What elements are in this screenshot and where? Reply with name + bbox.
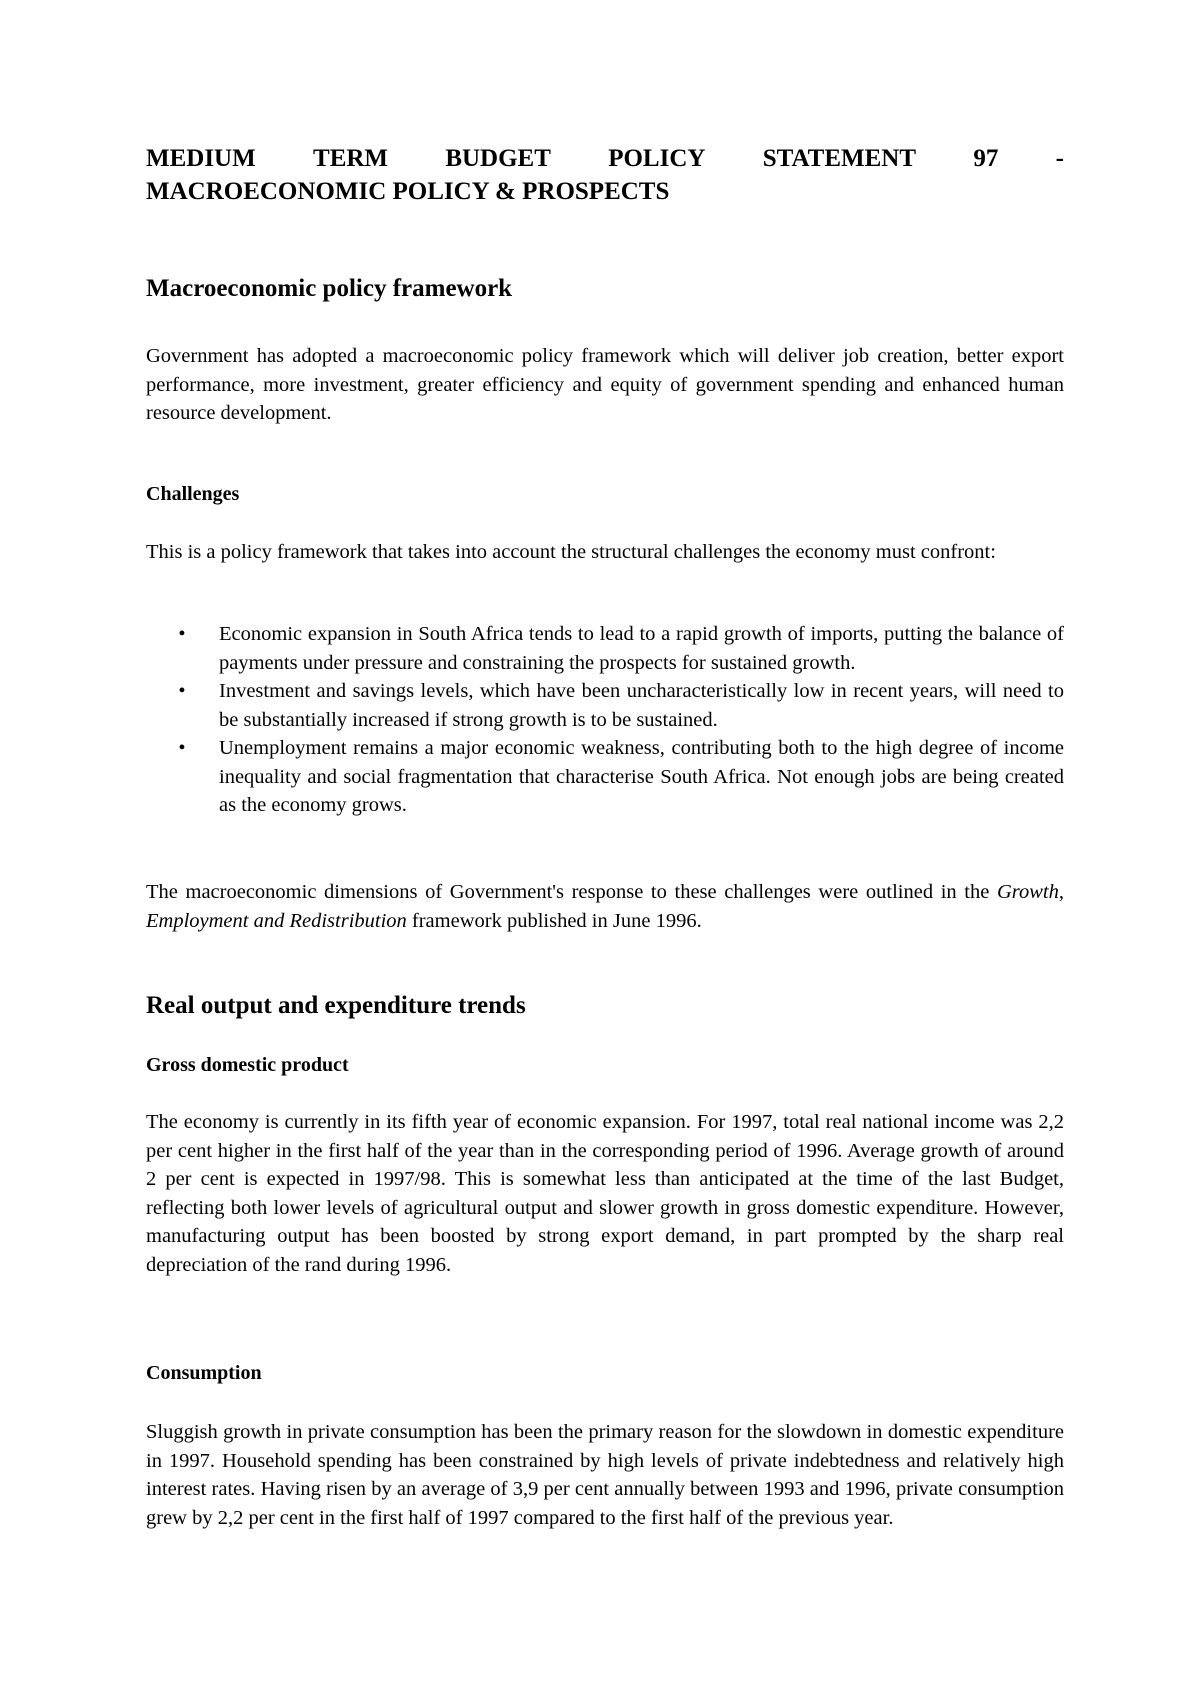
heading-policy-framework: Macroeconomic policy framework xyxy=(146,275,513,302)
challenges-bullet-list xyxy=(146,620,1064,820)
heading-real-output: Real output and expenditure trends xyxy=(146,992,526,1019)
response-text-start: The macroeconomic dimensions of Government's response to these challenges were outlined in the xyxy=(146,881,997,903)
bullet-marker: • xyxy=(178,737,186,759)
title-word: - xyxy=(1055,145,1064,172)
paragraph-policy-framework: Government has adopted a macroeconomic policy framework which will deliver job creation, better export performance, more investment, greater efficiency and equity of government spending and enhanced human resource development. xyxy=(146,345,1064,424)
title-word: STATEMENT xyxy=(762,145,917,172)
title-word: MEDIUM xyxy=(146,145,256,172)
bullet-marker: • xyxy=(178,680,186,702)
bullet-item xyxy=(146,620,1064,677)
paragraph-consumption: Sluggish growth in private consumption has been the primary reason for the slowdown in domestic expenditure in 1997. Household spending has been constrained by high levels of private indebtedness and relatively high interest rates. Having risen by an average of 3,9 per cent annually between 1993 and 1996, private consumption grew by 2,2 per cent in the first half of 1997 compared to the first half of the previous year. xyxy=(146,1421,1064,1529)
paragraph-gdp: The economy is currently in its fifth year of economic expansion. For 1997, total real national income was 2,2 per cent higher in the first half of the year than in the corresponding period of 1996. Average growth of around 2 per cent is expected in 1997/98. This is somewhat less than anticipated at the time of the last Budget, reflecting both lower levels of agricultural output and slower growth in gross domestic expenditure. However, manufacturing output has been boosted by strong export demand, in part prompted by the sharp real depreciation of the rand during 1996. xyxy=(146,1111,1064,1276)
bullet-marker: • xyxy=(178,623,186,645)
paragraph-challenges: This is a policy framework that takes into account the structural challenges the economy must confront: xyxy=(146,541,996,563)
title-word: TERM xyxy=(313,145,389,172)
bullet-text: Economic expansion in South Africa tends to lead to a rapid growth of imports, putting the balance of payments under pressure and constraining the prospects for sustained growth. xyxy=(219,623,1064,674)
paragraph-response xyxy=(146,878,1064,935)
bullet-item xyxy=(146,734,1064,820)
bullet-item xyxy=(146,677,1064,734)
heading-consumption: Consumption xyxy=(146,1362,262,1384)
response-text-italic: Growth, Employment and Redistribution xyxy=(146,881,1064,932)
title-line-2: MACROECONOMIC POLICY & PROSPECTS xyxy=(146,178,670,205)
bullet-text: Investment and savings levels, which have been uncharacteristically low in recent years, will need to be substantially increased if strong growth is to be sustained. xyxy=(219,680,1064,731)
bullet-text: Unemployment remains a major economic weakness, contributing both to the high degree of income inequality and social fragmentation that characterise South Africa. Not enough jobs are being created as the economy grows. xyxy=(219,737,1064,816)
title-word: 97 xyxy=(973,145,999,172)
title-word: BUDGET xyxy=(445,145,551,172)
title-line-1 xyxy=(146,142,1064,175)
response-text-end: framework published in June 1996. xyxy=(406,909,702,932)
heading-gdp: Gross domestic product xyxy=(146,1054,349,1076)
heading-challenges: Challenges xyxy=(146,483,240,505)
document-title xyxy=(146,142,1064,208)
title-word: POLICY xyxy=(608,145,706,172)
